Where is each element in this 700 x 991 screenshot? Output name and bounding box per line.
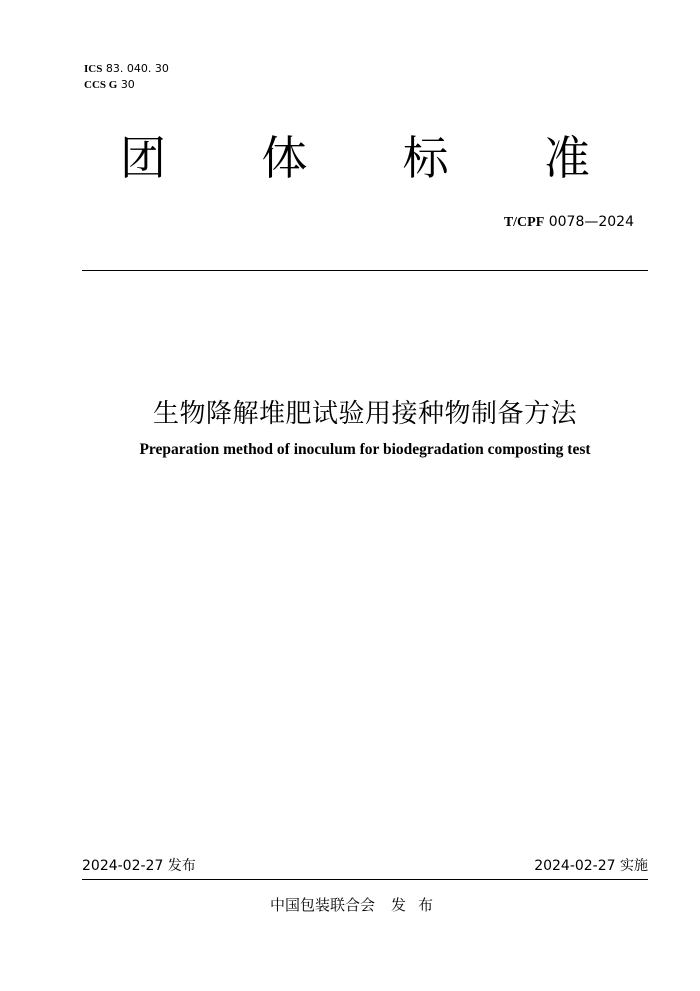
publisher: [0, 894, 700, 915]
ics-value: 83. 040. 30: [105, 62, 169, 75]
classification-codes: [84, 61, 169, 93]
ics-label: ICS: [84, 63, 103, 75]
standard-type-char: 体: [261, 131, 308, 185]
standard-type-char: 标: [402, 131, 449, 185]
standard-type-char: 团: [120, 131, 166, 185]
ics-code: [84, 61, 169, 77]
ccs-code: [84, 77, 169, 93]
implementation-date: 2024-02-27 实施: [534, 858, 648, 874]
ccs-value: 30: [120, 78, 135, 91]
standard-number-prefix: T/CPF: [503, 215, 545, 230]
publisher-name: 中国包装联合会: [269, 896, 375, 914]
bottom-divider: [82, 879, 648, 880]
document-title-english: Preparation method of inoculum for biodegradation composting test: [139, 441, 591, 458]
standard-number: [504, 214, 634, 231]
document-title-chinese: 生物降解堆肥试验用接种物制备方法: [152, 399, 577, 429]
standard-number-value: 0078—2024: [548, 214, 634, 230]
standard-type-char: 准: [543, 131, 590, 185]
publisher-action: 发布: [391, 896, 446, 914]
issue-date: 2024-02-27 发布: [82, 858, 196, 874]
ccs-label: CCS G: [84, 79, 118, 91]
top-divider: [82, 270, 648, 271]
standard-type-heading: [120, 128, 590, 188]
